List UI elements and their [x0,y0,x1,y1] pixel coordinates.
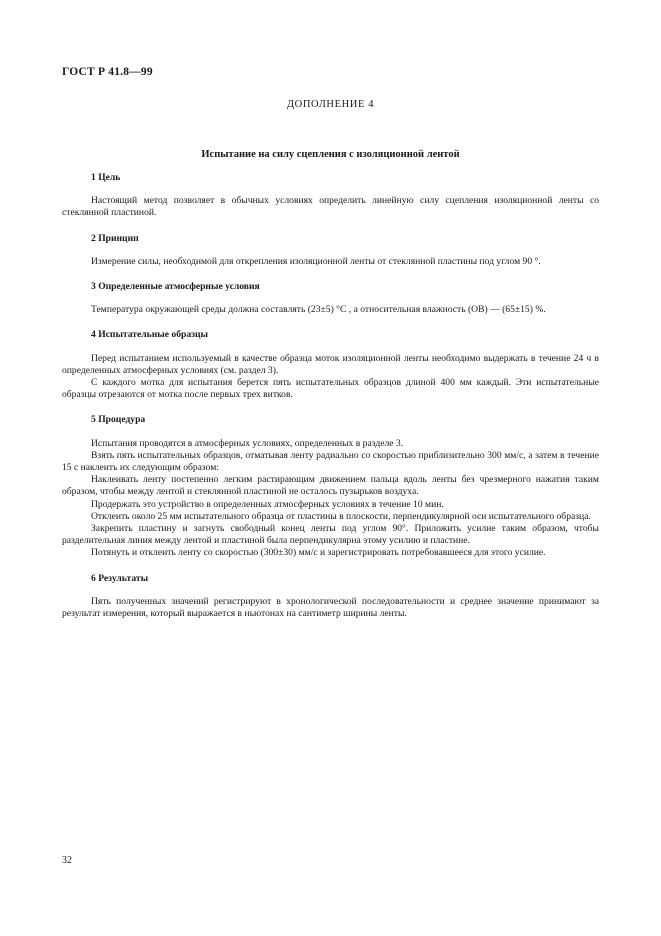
section-specimens [62,329,599,401]
document-title: Испытание на силу сцепления с изоляционной лентой [201,149,460,160]
section-heading: 6 Результаты [91,572,149,584]
section-heading: 1 Цель [91,172,121,183]
section-procedure [62,414,599,559]
paragraph: С каждого мотка для испытания берется пять испытательных образцов длиной 400 мм каждый. Эти испытательные образцы отрезаются от мотка после первых трех витков. [62,377,599,401]
paragraph: Измерение силы, необходимой для открепления изоляционной ленты от стеклянной пластины под углом 90 °. [91,255,541,267]
paragraph: Перед испытанием используемый в качестве образца моток изоляционной ленты необходимо выдержать в течение 24 ч в определенных атмосферных условиях (см. раздел 3). [62,352,599,376]
section-heading: 5 Процедура [91,414,146,426]
standard-code: ГОСТ Р 41.8—99 [62,66,153,78]
section-heading: 2 Принцип [91,232,139,244]
paragraph: Испытания проводятся в атмосферных условиях, определенных в разделе 3. [91,437,404,449]
paragraph: Наклеивать ленту постепенно легким растирающим движением пальца вдоль ленты без чрезмерного нажатия таким образом, чтобы между лентой и стеклянной пластиной не осталось пузырьков воздуха. [62,474,599,498]
section-results [62,573,599,621]
section-goal [62,172,599,220]
section-heading: 3 Определенные атмосферные условия [91,281,260,293]
paragraph: Взять пять испытательных образцов, отматывая ленту радиально со скоростью приблизительно 300 мм/с, а затем в течение 15 с наклеить их следующим образом: [62,449,599,474]
appendix-label: ДОПОЛНЕНИЕ 4 [286,99,375,110]
document-body [62,172,599,620]
paragraph: Настоящий метод позволяет в обычных условиях определить линейную силу сцепления изоляционной ленты со стеклянной пластиной. [62,195,599,219]
paragraph: Продержать это устройство в определенных атмосферных условиях в течение 10 мин. [91,498,444,510]
page-number: 32 [62,855,72,866]
paragraph: Закрепить пластину и загнуть свободный конец ленты под углом 90°. Приложить усилие таким образом, чтобы разделительная линия между лентой и пластиной была перпендикулярна этому усилию и пластине. [62,523,599,547]
paragraph: Пять полученных значений регистрируют в хронологической последовательности и среднее значение принимают за результат измерения, который выражается в ньютонах на сантиметр ширины ленты. [62,595,599,620]
section-conditions [62,281,599,316]
paragraph: Отклеить около 25 мм испытательного образца от пластины в плоскости, перпендикулярной оси испытательного образца. [91,510,591,522]
paragraph: Температура окружающей среды должна составлять (23±5) °C , а относительная влажность (ОВ) — (65±15) %. [91,304,546,316]
section-heading: 4 Испытательные образцы [91,329,209,341]
paragraph: Потянуть и отклеить ленту со скоростью (300±30) мм/с и зарегистрировать потребовавшееся для этого усилие. [91,547,546,559]
section-principle [62,233,599,268]
